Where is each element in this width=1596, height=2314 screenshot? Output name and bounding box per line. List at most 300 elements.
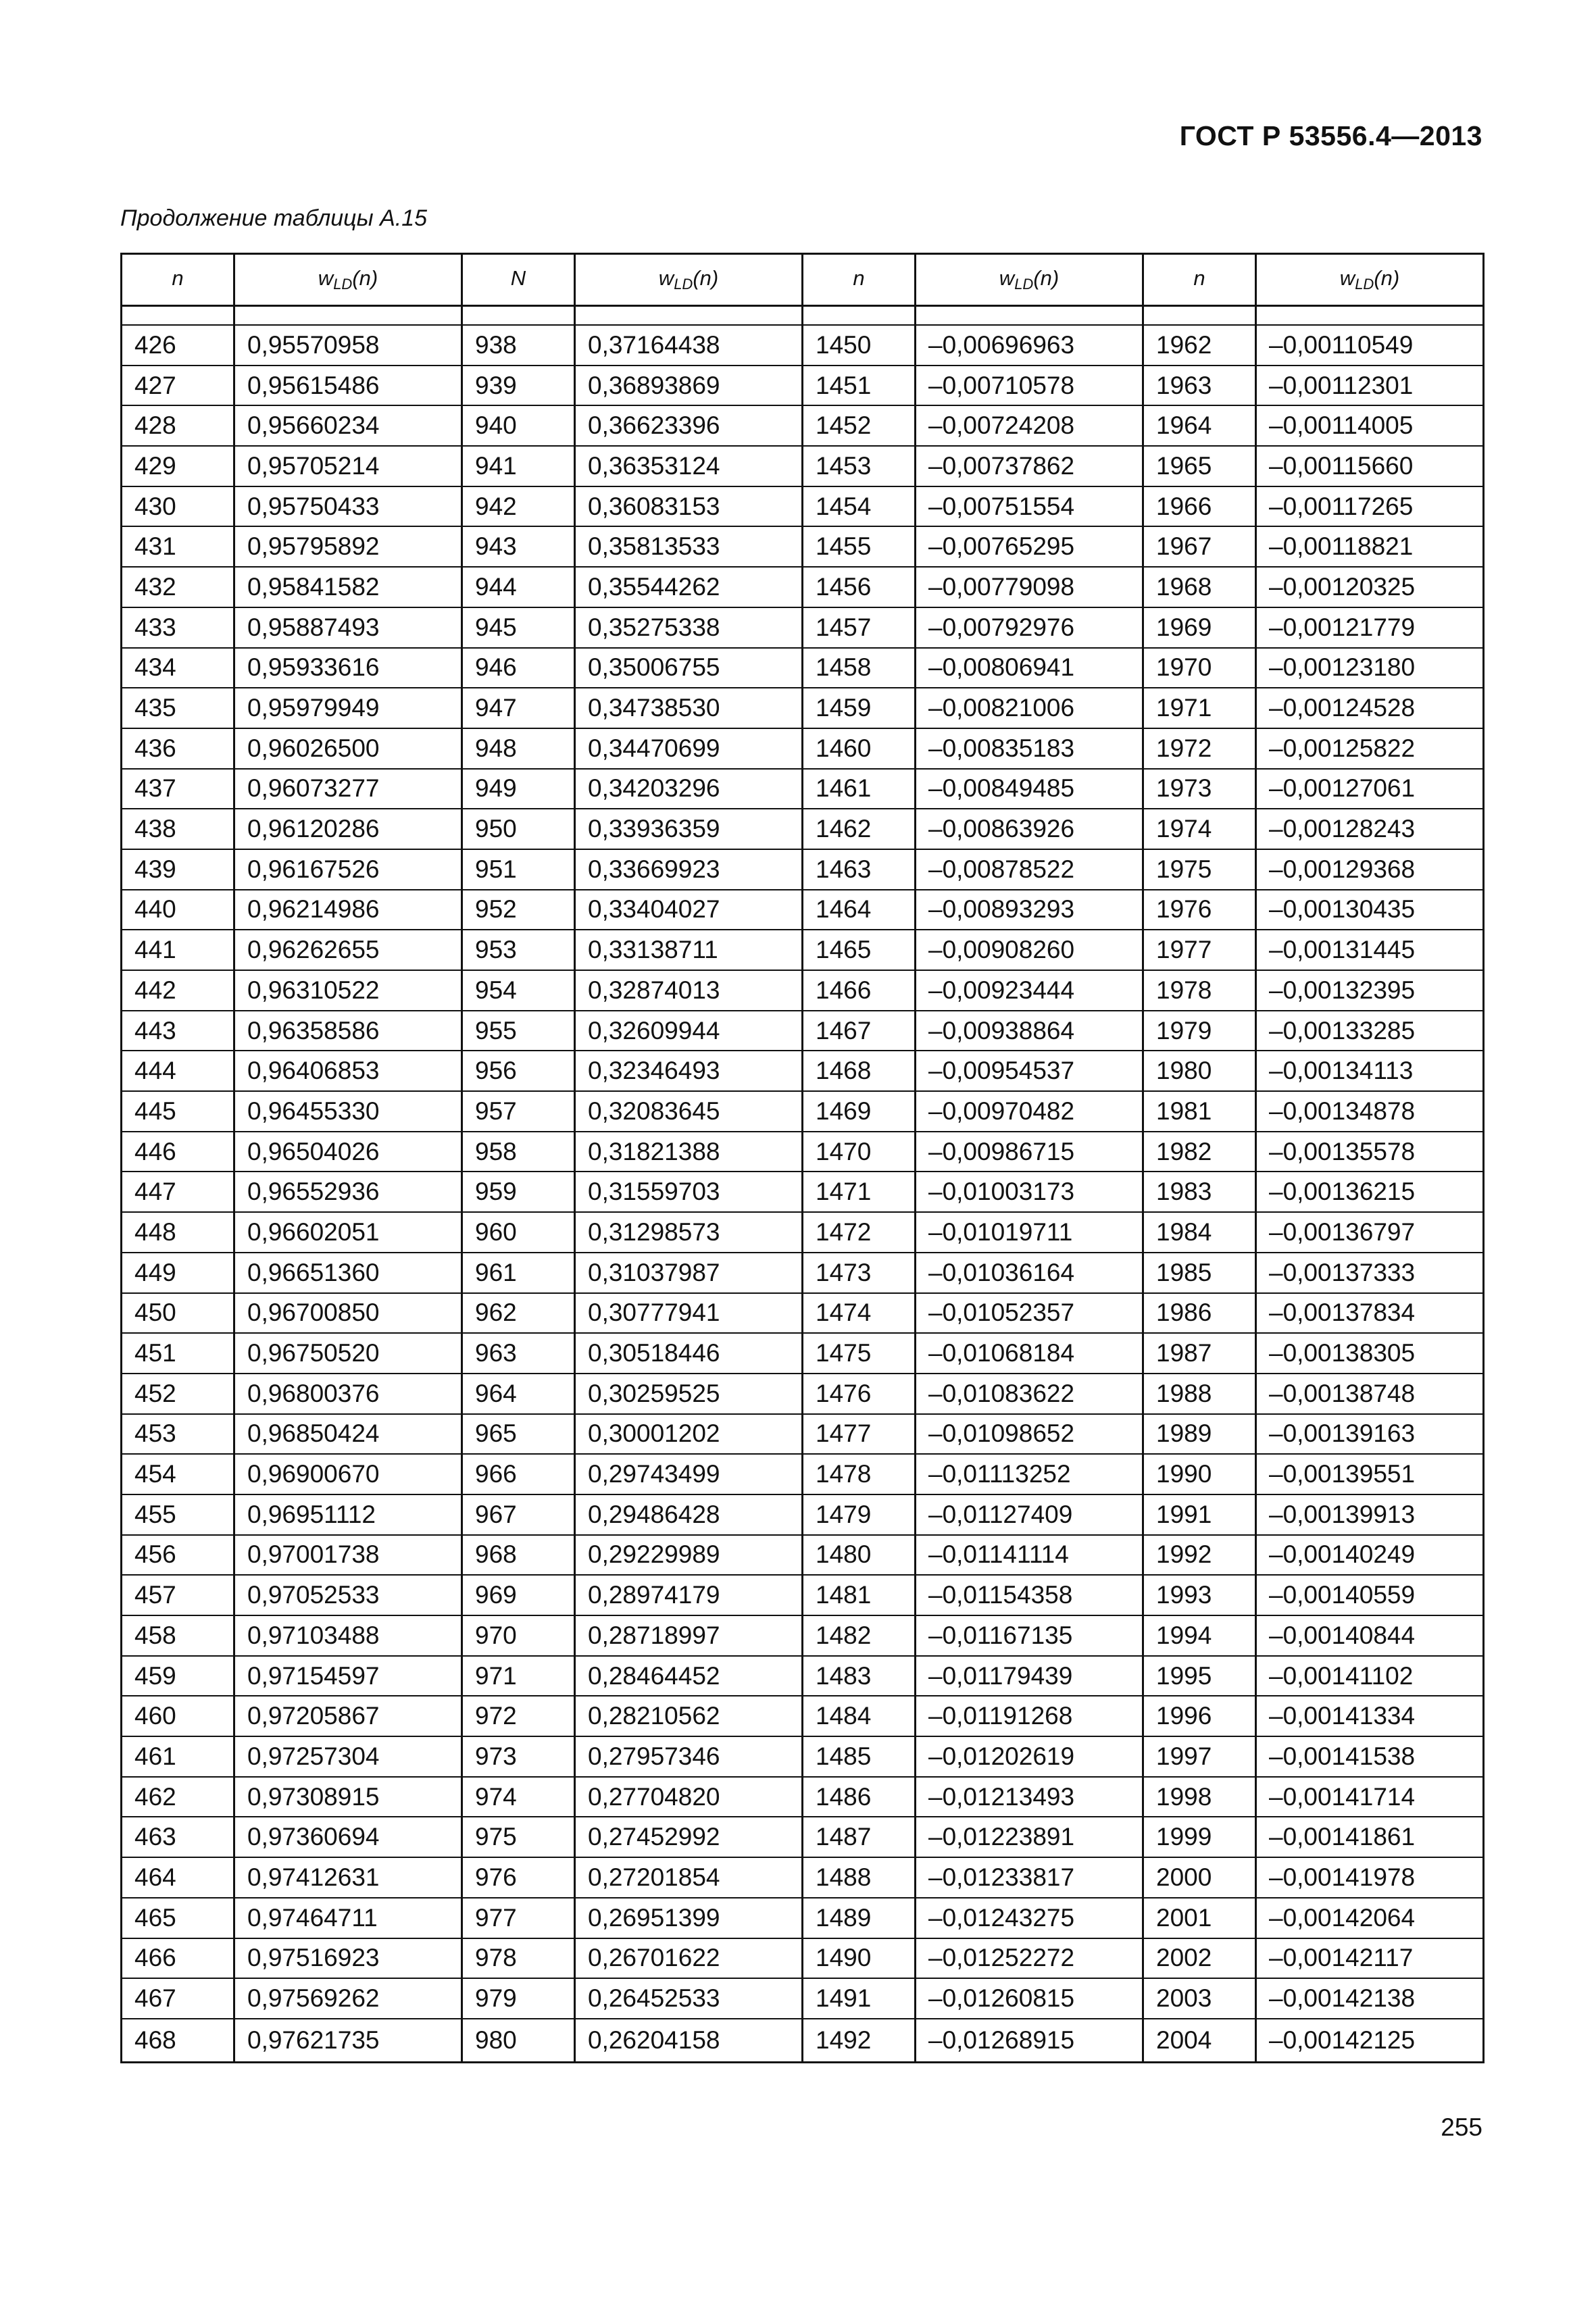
table-cell: 0,96167526 — [234, 849, 462, 890]
table-cell: 0,95887493 — [234, 607, 462, 648]
table-cell: 947 — [462, 688, 575, 728]
table-row — [122, 526, 1484, 567]
table-cell: 461 — [122, 1736, 234, 1777]
table-row — [122, 1575, 1484, 1615]
table-cell: 0,27957346 — [575, 1736, 803, 1777]
table-row — [122, 1656, 1484, 1696]
table-cell: 960 — [462, 1212, 575, 1253]
table-cell: 0,97360694 — [234, 1817, 462, 1857]
table-cell: –0,00970482 — [916, 1091, 1143, 1132]
table-cell: –0,00938864 — [916, 1011, 1143, 1051]
column-header: $w_{LD}(n)$ — [575, 254, 803, 306]
table-row — [122, 769, 1484, 809]
table-cell: 1980 — [1143, 1051, 1256, 1091]
table-cell: 1485 — [803, 1736, 916, 1777]
table-cell: 454 — [122, 1454, 234, 1494]
table-cell: 0,97308915 — [234, 1777, 462, 1817]
table-cell: –0,01167135 — [916, 1615, 1143, 1656]
table-cell: 430 — [122, 486, 234, 527]
table-cell: –0,00751554 — [916, 486, 1143, 527]
table-cell: 0,30777941 — [575, 1293, 803, 1334]
table-cell: 964 — [462, 1374, 575, 1414]
table-cell: 968 — [462, 1535, 575, 1576]
table-cell: 468 — [122, 2019, 234, 2063]
table-cell: 1466 — [803, 970, 916, 1011]
table-cell: 441 — [122, 930, 234, 970]
table-cell: 0,32083645 — [575, 1091, 803, 1132]
table-row — [122, 809, 1484, 849]
table-cell: 974 — [462, 1777, 575, 1817]
table-cell: 1490 — [803, 1938, 916, 1979]
table-cell: 979 — [462, 1978, 575, 2019]
table-cell: 0,97569262 — [234, 1978, 462, 2019]
column-header: n — [122, 254, 234, 306]
column-header: $w_{LD}(n)$ — [1256, 254, 1484, 306]
table-cell: 0,36893869 — [575, 366, 803, 406]
table-cell: –0,00792976 — [916, 607, 1143, 648]
table-cell: 0,26951399 — [575, 1898, 803, 1938]
table-cell: 1965 — [1143, 446, 1256, 486]
table-cell: 0,36083153 — [575, 486, 803, 527]
table-cell: 1482 — [803, 1615, 916, 1656]
table-cell: 1478 — [803, 1454, 916, 1494]
table-cell: 445 — [122, 1091, 234, 1132]
table-cell: 1987 — [1143, 1333, 1256, 1374]
table-cell: 0,95705214 — [234, 446, 462, 486]
table-cell: –0,00135578 — [1256, 1132, 1484, 1172]
table-cell: 1982 — [1143, 1132, 1256, 1172]
table-cell: 0,34738530 — [575, 688, 803, 728]
table-cell: –0,01068184 — [916, 1333, 1143, 1374]
table-cell: 0,97154597 — [234, 1656, 462, 1696]
table-cell: 463 — [122, 1817, 234, 1857]
table-cell: 940 — [462, 405, 575, 446]
coefficients-table — [120, 253, 1485, 2063]
table-cell: 0,95660234 — [234, 405, 462, 446]
table-cell: 0,96552936 — [234, 1172, 462, 1212]
table-cell: 0,95615486 — [234, 366, 462, 406]
table-row — [122, 1293, 1484, 1334]
table-cell: 1481 — [803, 1575, 916, 1615]
table-cell: 0,97205867 — [234, 1696, 462, 1736]
table-row — [122, 1777, 1484, 1817]
table-cell: 0,96700850 — [234, 1293, 462, 1334]
table-cell: 949 — [462, 769, 575, 809]
table-cell: 1981 — [1143, 1091, 1256, 1132]
table-cell: 0,27452992 — [575, 1817, 803, 1857]
table-cell: 0,26452533 — [575, 1978, 803, 2019]
table-cell: 0,97516923 — [234, 1938, 462, 1979]
table-cell: 0,96455330 — [234, 1091, 462, 1132]
table-cell: 0,35275338 — [575, 607, 803, 648]
table-row — [122, 1212, 1484, 1253]
table-cell: 0,28974179 — [575, 1575, 803, 1615]
table-cell: 0,96262655 — [234, 930, 462, 970]
table-cell: 453 — [122, 1414, 234, 1455]
table-cell: 961 — [462, 1253, 575, 1293]
table-cell: –0,01233817 — [916, 1857, 1143, 1898]
table-cell: 1973 — [1143, 769, 1256, 809]
table-cell: 2000 — [1143, 1857, 1256, 1898]
page-number: 255 — [1441, 2113, 1482, 2141]
table-cell: –0,00140844 — [1256, 1615, 1484, 1656]
table-cell: 1998 — [1143, 1777, 1256, 1817]
table-cell: –0,01036164 — [916, 1253, 1143, 1293]
table-cell: –0,00141861 — [1256, 1817, 1484, 1857]
table-cell: 456 — [122, 1535, 234, 1576]
table-cell: 0,95570958 — [234, 325, 462, 366]
table-cell: 0,95841582 — [234, 567, 462, 607]
table-cell: 0,96120286 — [234, 809, 462, 849]
table-row — [122, 2019, 1484, 2063]
table-cell: 0,97621735 — [234, 2019, 462, 2063]
table-cell: –0,00737862 — [916, 446, 1143, 486]
table-cell: 1468 — [803, 1051, 916, 1091]
table-cell: –0,00136797 — [1256, 1212, 1484, 1253]
table-cell: 0,97052533 — [234, 1575, 462, 1615]
table-cell: 0,32874013 — [575, 970, 803, 1011]
table-cell: –0,01179439 — [916, 1656, 1143, 1696]
table-cell: –0,00125822 — [1256, 728, 1484, 769]
table-cell: 0,27201854 — [575, 1857, 803, 1898]
table-row — [122, 648, 1484, 688]
table-cell: –0,00114005 — [1256, 405, 1484, 446]
table-cell: 1471 — [803, 1172, 916, 1212]
table-cell: 943 — [462, 526, 575, 567]
table-row — [122, 1172, 1484, 1212]
table-cell: 426 — [122, 325, 234, 366]
table-cell: –0,01191268 — [916, 1696, 1143, 1736]
table-cell: 959 — [462, 1172, 575, 1212]
table-cell: 467 — [122, 1978, 234, 2019]
table-cell: 1989 — [1143, 1414, 1256, 1455]
table-cell: 1486 — [803, 1777, 916, 1817]
table-cell: 1979 — [1143, 1011, 1256, 1051]
table-cell: 0,95933616 — [234, 648, 462, 688]
table-cell: –0,00134878 — [1256, 1091, 1484, 1132]
table-cell: 1462 — [803, 809, 916, 849]
table-cell: 1476 — [803, 1374, 916, 1414]
table-cell: 1454 — [803, 486, 916, 527]
table-cell: 0,29486428 — [575, 1494, 803, 1535]
table-cell: –0,01127409 — [916, 1494, 1143, 1535]
table-cell: 1984 — [1143, 1212, 1256, 1253]
table-cell: –0,01113252 — [916, 1454, 1143, 1494]
table-cell: 0,28210562 — [575, 1696, 803, 1736]
table-cell: 1470 — [803, 1132, 916, 1172]
table-cell: 436 — [122, 728, 234, 769]
table-cell: 0,33669923 — [575, 849, 803, 890]
table-cell: –0,00139913 — [1256, 1494, 1484, 1535]
table-cell: 2002 — [1143, 1938, 1256, 1979]
table-cell: 0,34203296 — [575, 769, 803, 809]
table-cell: 1479 — [803, 1494, 916, 1535]
table-cell: 1996 — [1143, 1696, 1256, 1736]
table-cell: –0,00140559 — [1256, 1575, 1484, 1615]
table-cell: –0,01268915 — [916, 2019, 1143, 2063]
table-cell: –0,00132395 — [1256, 970, 1484, 1011]
table-cell: 0,34470699 — [575, 728, 803, 769]
standard-designation: ГОСТ Р 53556.4—2013 — [1179, 120, 1482, 151]
table-cell: 1488 — [803, 1857, 916, 1898]
table-cell: –0,00779098 — [916, 567, 1143, 607]
table-cell: –0,00724208 — [916, 405, 1143, 446]
table-cell: 457 — [122, 1575, 234, 1615]
table-cell: 1465 — [803, 930, 916, 970]
table-cell: 1966 — [1143, 486, 1256, 527]
table-cell: 1971 — [1143, 688, 1256, 728]
table-cell: 1463 — [803, 849, 916, 890]
table-cell: 0,96602051 — [234, 1212, 462, 1253]
table-cell: 950 — [462, 809, 575, 849]
table-cell: –0,01223891 — [916, 1817, 1143, 1857]
table-cell: 0,31298573 — [575, 1212, 803, 1253]
table-caption: Продолжение таблицы А.15 — [120, 205, 428, 231]
table-cell: –0,01252272 — [916, 1938, 1143, 1979]
table-cell: –0,00141334 — [1256, 1696, 1484, 1736]
table-cell: –0,00954537 — [916, 1051, 1143, 1091]
table-cell: 952 — [462, 890, 575, 930]
table-cell: 465 — [122, 1898, 234, 1938]
table-row — [122, 1898, 1484, 1938]
table-row — [122, 1817, 1484, 1857]
table-row — [122, 1938, 1484, 1979]
table-cell: –0,00136215 — [1256, 1172, 1484, 1212]
table-cell: 448 — [122, 1212, 234, 1253]
table-cell: 455 — [122, 1494, 234, 1535]
table-cell: 0,97412631 — [234, 1857, 462, 1898]
table-cell: 1474 — [803, 1293, 916, 1334]
table-cell: 1477 — [803, 1414, 916, 1455]
column-header: n — [1143, 254, 1256, 306]
table-cell: 1475 — [803, 1333, 916, 1374]
table-cell: 449 — [122, 1253, 234, 1293]
table-cell: –0,00123180 — [1256, 648, 1484, 688]
table-cell: 0,96406853 — [234, 1051, 462, 1091]
table-cell: 1997 — [1143, 1736, 1256, 1777]
table-cell: 428 — [122, 405, 234, 446]
table-cell: –0,00140249 — [1256, 1535, 1484, 1576]
table-cell: 1473 — [803, 1253, 916, 1293]
table-cell: 1986 — [1143, 1293, 1256, 1334]
table-cell: –0,00128243 — [1256, 809, 1484, 849]
table-cell: 451 — [122, 1333, 234, 1374]
table-cell: 963 — [462, 1333, 575, 1374]
table-cell: 0,35544262 — [575, 567, 803, 607]
table-cell: –0,00117265 — [1256, 486, 1484, 527]
table-cell: 432 — [122, 567, 234, 607]
table-cell: –0,00142138 — [1256, 1978, 1484, 2019]
table-cell: 466 — [122, 1938, 234, 1979]
table-cell: 0,32609944 — [575, 1011, 803, 1051]
table-cell: 0,96358586 — [234, 1011, 462, 1051]
table-cell: –0,00849485 — [916, 769, 1143, 809]
table-cell: –0,01083622 — [916, 1374, 1143, 1414]
table-cell: 0,31821388 — [575, 1132, 803, 1172]
table-cell: 431 — [122, 526, 234, 567]
column-header: N — [462, 254, 575, 306]
table-cell: –0,00835183 — [916, 728, 1143, 769]
table-cell: 1995 — [1143, 1656, 1256, 1696]
table-cell: 953 — [462, 930, 575, 970]
table-cell: 973 — [462, 1736, 575, 1777]
table-cell: –0,00142125 — [1256, 2019, 1484, 2063]
table-row — [122, 1333, 1484, 1374]
table-cell: 0,36353124 — [575, 446, 803, 486]
table-cell: 977 — [462, 1898, 575, 1938]
table-cell: 450 — [122, 1293, 234, 1334]
table-cell: 1480 — [803, 1535, 916, 1576]
table-cell: 0,95750433 — [234, 486, 462, 527]
table-cell: 942 — [462, 486, 575, 527]
table-cell: 972 — [462, 1696, 575, 1736]
table-cell: 2001 — [1143, 1898, 1256, 1938]
table-cell: –0,01260815 — [916, 1978, 1143, 2019]
table-cell: 440 — [122, 890, 234, 930]
table-cell: –0,00121779 — [1256, 607, 1484, 648]
table-cell: 0,96310522 — [234, 970, 462, 1011]
table-cell: 1472 — [803, 1212, 916, 1253]
header-spacer — [122, 306, 1484, 326]
table-cell: 1452 — [803, 405, 916, 446]
table-cell: 944 — [462, 567, 575, 607]
table-cell: 452 — [122, 1374, 234, 1414]
table-cell: –0,00112301 — [1256, 366, 1484, 406]
table-cell: –0,00131445 — [1256, 930, 1484, 970]
table-cell: 0,36623396 — [575, 405, 803, 446]
table-row — [122, 930, 1484, 970]
table-cell: 462 — [122, 1777, 234, 1817]
table-cell: 0,26701622 — [575, 1938, 803, 1979]
table-cell: 0,96750520 — [234, 1333, 462, 1374]
table-row — [122, 1414, 1484, 1455]
table-cell: 464 — [122, 1857, 234, 1898]
table-cell: –0,01019711 — [916, 1212, 1143, 1253]
table-cell: –0,00863926 — [916, 809, 1143, 849]
table-cell: 0,31037987 — [575, 1253, 803, 1293]
table-cell: –0,00141538 — [1256, 1736, 1484, 1777]
table-cell: 0,35006755 — [575, 648, 803, 688]
table-cell: 444 — [122, 1051, 234, 1091]
table-cell: –0,00141102 — [1256, 1656, 1484, 1696]
table-cell: 1487 — [803, 1817, 916, 1857]
table-row — [122, 366, 1484, 406]
table-cell: –0,00142117 — [1256, 1938, 1484, 1979]
column-header: $w_{LD}(n)$ — [234, 254, 462, 306]
table-cell: 0,97103488 — [234, 1615, 462, 1656]
table-cell: 1990 — [1143, 1454, 1256, 1494]
table-cell: 971 — [462, 1656, 575, 1696]
table-cell: 980 — [462, 2019, 575, 2063]
table-cell: –0,00137834 — [1256, 1293, 1484, 1334]
table-cell: 0,96651360 — [234, 1253, 462, 1293]
table-cell: –0,00137333 — [1256, 1253, 1484, 1293]
table-cell: 0,29229989 — [575, 1535, 803, 1576]
table-cell: 427 — [122, 366, 234, 406]
table-cell: –0,00130435 — [1256, 890, 1484, 930]
table-cell: 0,96073277 — [234, 769, 462, 809]
table-cell: –0,00142064 — [1256, 1898, 1484, 1938]
table-cell: –0,00115660 — [1256, 446, 1484, 486]
table-cell: –0,00124528 — [1256, 688, 1484, 728]
table-row — [122, 405, 1484, 446]
table-cell: 1455 — [803, 526, 916, 567]
table-cell: 446 — [122, 1132, 234, 1172]
table-cell: 941 — [462, 446, 575, 486]
table-cell: 0,31559703 — [575, 1172, 803, 1212]
table-cell: 1492 — [803, 2019, 916, 2063]
table-cell: 0,33936359 — [575, 809, 803, 849]
table-cell: 0,95979949 — [234, 688, 462, 728]
table-row — [122, 446, 1484, 486]
table-body — [122, 306, 1484, 2063]
table-cell: –0,00133285 — [1256, 1011, 1484, 1051]
table-cell: –0,01052357 — [916, 1293, 1143, 1334]
table-cell: –0,00893293 — [916, 890, 1143, 930]
table-cell: 1969 — [1143, 607, 1256, 648]
table-cell: –0,01243275 — [916, 1898, 1143, 1938]
table-cell: 955 — [462, 1011, 575, 1051]
table-cell: 1963 — [1143, 366, 1256, 406]
table-cell: –0,00118821 — [1256, 526, 1484, 567]
table-cell: 442 — [122, 970, 234, 1011]
table-cell: 962 — [462, 1293, 575, 1334]
table-cell: 1451 — [803, 366, 916, 406]
table-cell: 1993 — [1143, 1575, 1256, 1615]
table-cell: 1464 — [803, 890, 916, 930]
table-header-row — [122, 254, 1484, 306]
table-cell: –0,01003173 — [916, 1172, 1143, 1212]
table-cell: –0,00139551 — [1256, 1454, 1484, 1494]
table-cell: –0,00908260 — [916, 930, 1143, 970]
table-cell: 443 — [122, 1011, 234, 1051]
table-cell: 0,33138711 — [575, 930, 803, 970]
table-cell: 0,30518446 — [575, 1333, 803, 1374]
table-cell: –0,00138305 — [1256, 1333, 1484, 1374]
table-cell: 948 — [462, 728, 575, 769]
table-cell: –0,00139163 — [1256, 1414, 1484, 1455]
table-cell: 0,33404027 — [575, 890, 803, 930]
table-row — [122, 1132, 1484, 1172]
table-row — [122, 970, 1484, 1011]
table-cell: 1483 — [803, 1656, 916, 1696]
table-cell: 1983 — [1143, 1172, 1256, 1212]
table-row — [122, 849, 1484, 890]
table-row — [122, 1535, 1484, 1576]
table-cell: –0,00696963 — [916, 325, 1143, 366]
table-cell: 1976 — [1143, 890, 1256, 930]
table-cell: –0,00986715 — [916, 1132, 1143, 1172]
table-cell: 957 — [462, 1091, 575, 1132]
table-cell: –0,01141114 — [916, 1535, 1143, 1576]
table-cell: 437 — [122, 769, 234, 809]
table-cell: 1964 — [1143, 405, 1256, 446]
table-cell: 447 — [122, 1172, 234, 1212]
table-cell: 951 — [462, 849, 575, 890]
table-cell: 1450 — [803, 325, 916, 366]
table-row — [122, 728, 1484, 769]
table-row — [122, 1091, 1484, 1132]
table-row — [122, 688, 1484, 728]
table-cell: 976 — [462, 1857, 575, 1898]
table-cell: 970 — [462, 1615, 575, 1656]
table-row — [122, 607, 1484, 648]
table-cell: 0,97464711 — [234, 1898, 462, 1938]
table-cell: 1970 — [1143, 648, 1256, 688]
table-cell: 429 — [122, 446, 234, 486]
table-row — [122, 1011, 1484, 1051]
table-cell: 1467 — [803, 1011, 916, 1051]
